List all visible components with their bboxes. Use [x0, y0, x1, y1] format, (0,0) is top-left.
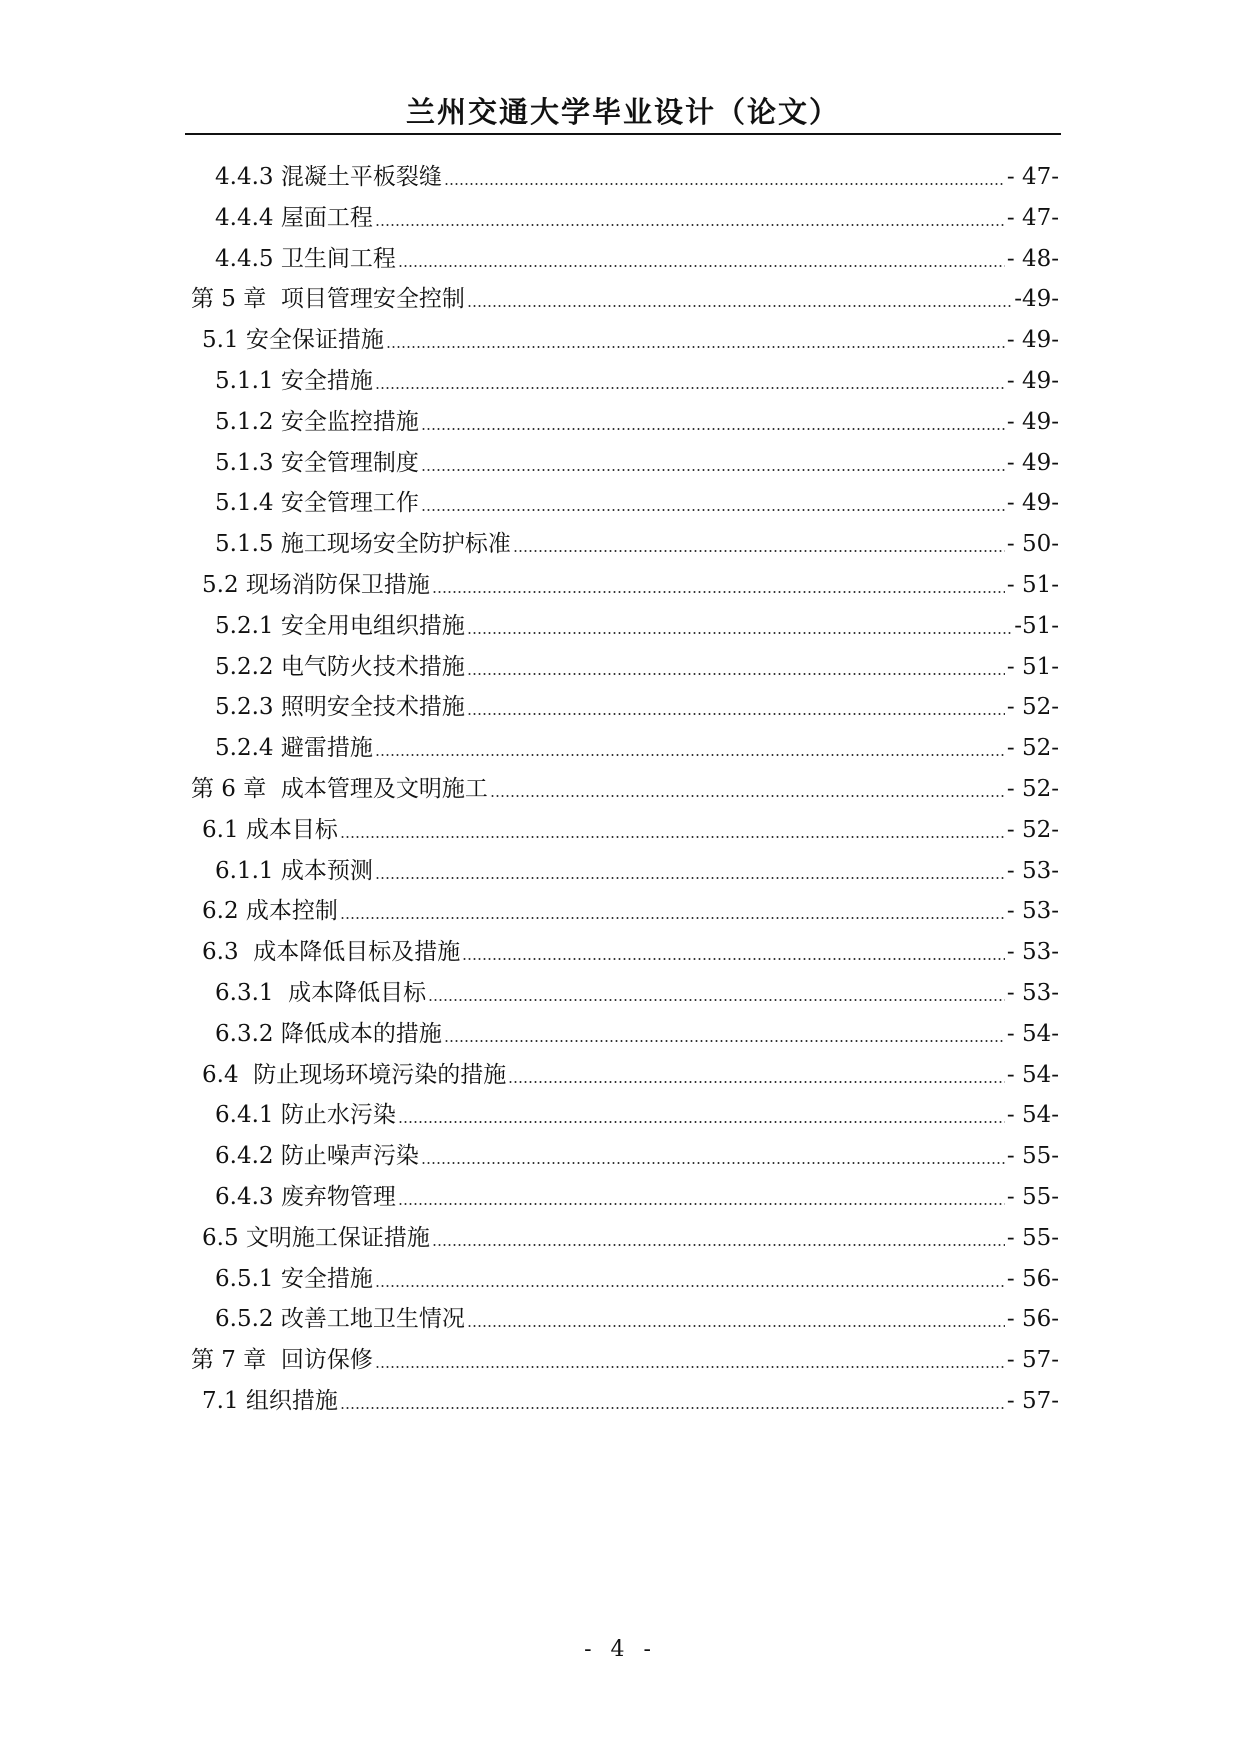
- toc-entry-title: 安全管理工作: [280, 490, 419, 517]
- toc-entry[interactable]: [0, 606, 1241, 646]
- toc-entry-page: - 57-: [1006, 1347, 1059, 1374]
- toc-entry-page: - 49-: [1006, 449, 1059, 476]
- toc-dot-leader: [421, 1162, 1005, 1164]
- toc-dot-leader: [375, 754, 1005, 756]
- toc-dot-leader: [432, 591, 1005, 593]
- toc-entry[interactable]: [0, 1340, 1241, 1380]
- toc-entry-title: 废弃物管理: [280, 1184, 396, 1210]
- toc-entry-number: 6.4.3: [215, 1184, 281, 1210]
- toc-dot-leader: [375, 877, 1005, 879]
- toc-entry-number: 5.1.1: [215, 368, 281, 394]
- toc-entry-number: 5.1.2: [215, 408, 281, 435]
- toc-dot-leader: [444, 1040, 1005, 1042]
- toc-entry-page: - 51-: [1006, 572, 1059, 598]
- toc-dot-leader: [428, 999, 1005, 1001]
- toc-entry-title: 避雷措施: [280, 735, 373, 762]
- toc-entry[interactable]: [0, 443, 1241, 483]
- toc-entry-title: 防止现场环境污染的措施: [253, 1061, 507, 1088]
- toc-entry-page: - 51-: [1006, 653, 1059, 680]
- toc-entry[interactable]: [0, 973, 1241, 1013]
- toc-entry[interactable]: [0, 565, 1241, 605]
- toc-entry-title: 改善工地卫生情况: [280, 1306, 465, 1333]
- toc-entry-number: 6.5.1: [215, 1265, 281, 1292]
- toc-entry-page: - 49-: [1006, 408, 1059, 435]
- toc-entry[interactable]: [0, 1299, 1241, 1339]
- toc-entry-page: - 48-: [1006, 245, 1059, 272]
- toc-dot-leader: [375, 1366, 1005, 1368]
- toc-entry-title: 现场消防保卫措施: [245, 572, 430, 598]
- toc-entry[interactable]: [0, 279, 1241, 319]
- toc-entry-title: 照明安全技术措施: [280, 694, 465, 721]
- toc-entry-number: 5.2.3: [215, 694, 281, 721]
- toc-dot-leader: [398, 1121, 1005, 1123]
- toc-entry-title: 防止水污染: [280, 1102, 396, 1129]
- toc-dot-leader: [467, 1325, 1005, 1327]
- toc-entry[interactable]: [0, 1177, 1241, 1217]
- toc-entry-title: 成本降低目标及措施: [253, 939, 461, 966]
- toc-entry-page: -51-: [1014, 612, 1059, 639]
- toc-entry[interactable]: [0, 932, 1241, 972]
- toc-entry-number: 5.1.5: [215, 531, 281, 558]
- toc-entry-page: - 52-: [1006, 735, 1059, 762]
- toc-entry[interactable]: [0, 810, 1241, 850]
- toc-entry-page: - 47-: [1006, 204, 1059, 231]
- toc-dot-leader: [340, 836, 1005, 838]
- toc-entry-title: 电气防火技术措施: [280, 653, 465, 680]
- toc-entry-number: 5.1.4: [215, 490, 281, 517]
- toc-entry-number: 5.2.4: [215, 735, 281, 762]
- toc-entry[interactable]: [0, 1218, 1241, 1258]
- toc-entry-number: 4.4.5: [215, 245, 281, 272]
- toc-entry-title: 成本控制: [245, 898, 338, 925]
- toc-entry-number: 6.4: [202, 1061, 254, 1088]
- toc-entry-page: - 52-: [1006, 776, 1059, 802]
- toc-entry-page: -49-: [1014, 286, 1059, 313]
- toc-entry-title: 成本降低目标: [288, 980, 427, 1006]
- toc-entry-number: 6.4.1: [215, 1102, 281, 1129]
- toc-entry-number: 5.2: [202, 572, 246, 598]
- toc-entry[interactable]: [0, 1136, 1241, 1176]
- toc-dot-leader: [490, 795, 1005, 797]
- toc-entry-title: 防止噪声污染: [280, 1143, 419, 1170]
- toc-entry-page: - 47-: [1006, 164, 1059, 190]
- toc-entry[interactable]: [0, 1055, 1241, 1095]
- running-header-title: 兰州交通大学毕业设计（论文）: [405, 95, 840, 129]
- toc-entry-page: - 54-: [1006, 1102, 1059, 1129]
- toc-entry-page: - 54-: [1006, 1061, 1059, 1088]
- toc-entry-title: 成本管理及文明施工: [280, 776, 488, 802]
- toc-dot-leader: [340, 917, 1005, 919]
- header-rule: [185, 133, 1061, 135]
- toc-entry-page: - 55-: [1006, 1224, 1059, 1251]
- toc-entry-number: 5.1.3: [215, 449, 281, 476]
- toc-entry-number: 6.5: [202, 1224, 246, 1251]
- toc-entry[interactable]: [0, 687, 1241, 727]
- toc-entry-page: - 53-: [1006, 980, 1059, 1006]
- toc-entry-number: 6.5.2: [215, 1306, 281, 1333]
- toc-entry-page: - 53-: [1006, 898, 1059, 925]
- toc-entry-title: 文明施工保证措施: [245, 1224, 430, 1251]
- toc-dot-leader: [444, 183, 1005, 185]
- page-number: - 4 -: [584, 1637, 657, 1662]
- toc-entry-number: 6.2: [202, 898, 246, 925]
- toc-entry-number: 4.4.4: [215, 204, 281, 231]
- toc-entry-page: - 55-: [1006, 1143, 1059, 1170]
- toc-entry-page: - 57-: [1006, 1388, 1059, 1414]
- toc-entry[interactable]: [0, 647, 1241, 687]
- toc-dot-leader: [467, 632, 1012, 634]
- toc-entry-page: - 50-: [1006, 531, 1059, 558]
- toc-entry[interactable]: [0, 851, 1241, 891]
- toc-dot-leader: [398, 265, 1005, 267]
- toc-entry[interactable]: [0, 769, 1241, 809]
- toc-entry-number: 5.2.2: [215, 653, 281, 680]
- toc-entry[interactable]: [0, 198, 1241, 238]
- toc-entry-page: - 54-: [1006, 1020, 1059, 1047]
- toc-entry[interactable]: [0, 320, 1241, 360]
- toc-entry[interactable]: [0, 524, 1241, 564]
- toc-entry[interactable]: [0, 402, 1241, 442]
- toc-entry-title: 安全用电组织措施: [280, 612, 465, 639]
- toc-entry-page: - 49-: [1006, 368, 1059, 394]
- toc-entry-page: - 52-: [1006, 816, 1059, 843]
- toc-entry-number: 4.4.3: [215, 164, 281, 190]
- toc-dot-leader: [421, 469, 1005, 471]
- toc-entry-number: 第 6 章: [191, 776, 281, 802]
- toc-entry-number: 6.3.1: [215, 980, 289, 1006]
- toc-entry-title: 混凝土平板裂缝: [280, 164, 442, 190]
- toc-entry-number: 6.4.2: [215, 1143, 281, 1170]
- toc-entry-page: - 53-: [1006, 939, 1059, 966]
- toc-dot-leader: [432, 1244, 1005, 1246]
- toc-entry-number: 6.1: [202, 816, 246, 843]
- toc-dot-leader: [421, 428, 1005, 430]
- toc-entry[interactable]: [0, 239, 1241, 279]
- toc-entry-page: - 56-: [1006, 1306, 1059, 1333]
- toc-dot-leader: [513, 550, 1005, 552]
- toc-entry[interactable]: [0, 728, 1241, 768]
- toc-entry[interactable]: [0, 1381, 1241, 1421]
- toc-entry[interactable]: [0, 361, 1241, 401]
- toc-dot-leader: [375, 1285, 1005, 1287]
- toc-entry-page: - 49-: [1006, 490, 1059, 517]
- toc-entry-title: 安全管理制度: [280, 449, 419, 476]
- toc-entry[interactable]: [0, 1259, 1241, 1299]
- toc-entry-title: 安全措施: [280, 1265, 373, 1292]
- toc-entry-title: 项目管理安全控制: [280, 286, 465, 313]
- toc-dot-leader: [340, 1407, 1005, 1409]
- toc-entry-title: 安全监控措施: [280, 408, 419, 435]
- toc-entry-title: 安全措施: [280, 368, 373, 394]
- toc-dot-leader: [508, 1081, 1005, 1083]
- toc-entry-title: 降低成本的措施: [280, 1020, 442, 1047]
- toc-entry-title: 屋面工程: [280, 204, 373, 231]
- toc-entry-number: 6.3: [202, 939, 254, 966]
- toc-entry-title: 回访保修: [280, 1347, 373, 1374]
- toc-entry-page: - 56-: [1006, 1265, 1059, 1292]
- toc-entry-title: 施工现场安全防护标准: [280, 531, 511, 558]
- toc-dot-leader: [467, 713, 1005, 715]
- toc-entry[interactable]: [0, 891, 1241, 931]
- toc-entry-number: 6.3.2: [215, 1020, 281, 1047]
- toc-entry-title: 成本目标: [245, 816, 338, 843]
- toc-dot-leader: [375, 387, 1005, 389]
- toc-dot-leader: [398, 1203, 1005, 1205]
- toc-entry-number: 5.1: [202, 327, 246, 354]
- toc-entry[interactable]: [0, 157, 1241, 197]
- toc-dot-leader: [467, 305, 1012, 307]
- toc-dot-leader: [462, 958, 1005, 960]
- toc-entry[interactable]: [0, 1095, 1241, 1135]
- toc-dot-leader: [375, 224, 1005, 226]
- toc-entry[interactable]: [0, 1014, 1241, 1054]
- toc-entry-title: 卫生间工程: [280, 245, 396, 272]
- toc-entry-page: - 49-: [1006, 327, 1059, 354]
- toc-entry-number: 第 7 章: [191, 1347, 281, 1374]
- toc-entry-number: 7.1: [202, 1388, 246, 1414]
- toc-entry-number: 5.2.1: [215, 612, 281, 639]
- toc-entry-title: 成本预测: [280, 857, 373, 884]
- toc-entry-title: 安全保证措施: [245, 327, 384, 354]
- toc-entry-title: 组织措施: [245, 1388, 338, 1414]
- toc-dot-leader: [421, 509, 1005, 511]
- toc-entry-page: - 52-: [1006, 694, 1059, 721]
- toc-entry-page: - 55-: [1006, 1184, 1059, 1210]
- toc-entry-number: 6.1.1: [215, 857, 281, 884]
- toc-dot-leader: [386, 346, 1005, 348]
- toc-entry[interactable]: [0, 483, 1241, 523]
- toc-entry-number: 第 5 章: [191, 286, 281, 313]
- toc-dot-leader: [467, 673, 1005, 675]
- toc-entry-page: - 53-: [1006, 857, 1059, 884]
